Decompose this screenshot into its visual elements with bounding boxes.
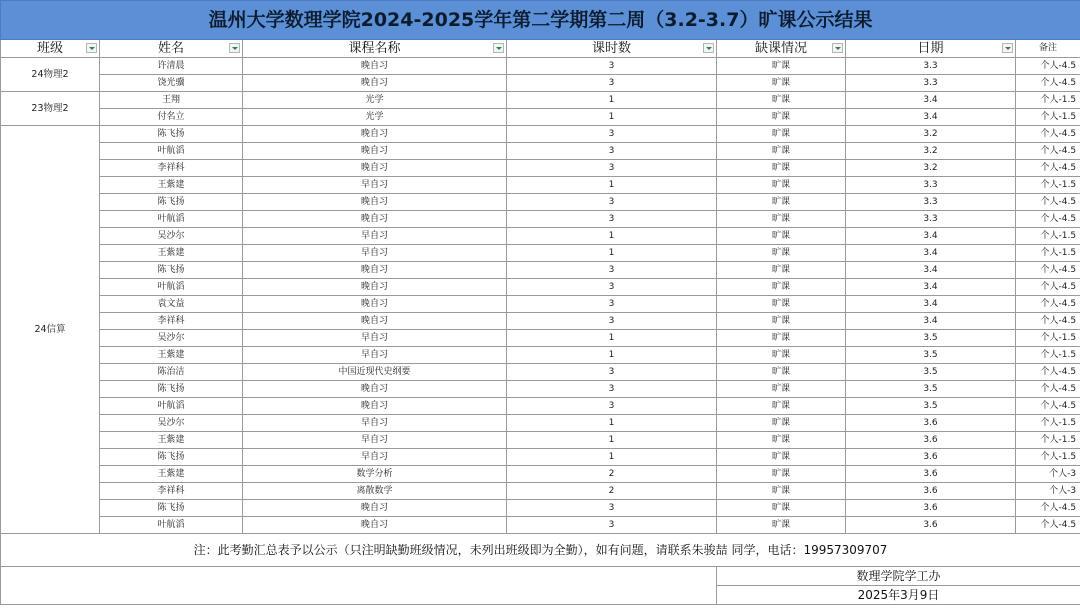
hours-cell[interactable]: 1 — [507, 415, 717, 432]
name-cell[interactable]: 许清晨 — [100, 58, 243, 75]
course-cell[interactable]: 早自习 — [243, 228, 507, 245]
status-cell[interactable]: 旷课 — [717, 466, 846, 483]
memo-cell[interactable]: 个人-4.5 — [1016, 364, 1080, 381]
date-cell[interactable]: 3.6 — [846, 483, 1016, 500]
hours-cell[interactable]: 3 — [507, 58, 717, 75]
date-cell[interactable]: 3.4 — [846, 92, 1016, 109]
sheet-title: 温州大学数理学院2024-2025学年第二学期第二周（3.2-3.7）旷课公示结果 — [1, 1, 1080, 40]
memo-cell[interactable]: 个人-1.5 — [1016, 432, 1080, 449]
course-cell[interactable]: 早自习 — [243, 245, 507, 262]
date-cell[interactable]: 3.5 — [846, 347, 1016, 364]
table-row — [1, 330, 1080, 347]
status-cell[interactable]: 旷课 — [717, 143, 846, 160]
hours-cell[interactable]: 3 — [507, 160, 717, 177]
date-cell[interactable]: 3.4 — [846, 245, 1016, 262]
course-cell[interactable]: 晚自习 — [243, 517, 507, 534]
memo-cell[interactable]: 个人-1.5 — [1016, 347, 1080, 364]
course-cell[interactable]: 晚自习 — [243, 75, 507, 92]
memo-cell[interactable]: 个人-1.5 — [1016, 449, 1080, 466]
course-cell[interactable]: 晚自习 — [243, 398, 507, 415]
header-memo-label: 备注 — [1039, 43, 1058, 53]
memo-cell[interactable]: 个人-4.5 — [1016, 58, 1080, 75]
name-cell[interactable]: 付名立 — [100, 109, 243, 126]
table-row — [1, 483, 1080, 500]
course-cell[interactable]: 光学 — [243, 109, 507, 126]
hours-cell[interactable]: 1 — [507, 228, 717, 245]
name-cell[interactable]: 吴沙尔 — [100, 228, 243, 245]
status-cell[interactable]: 旷课 — [717, 449, 846, 466]
name-cell[interactable]: 王紫建 — [100, 347, 243, 364]
table-row — [1, 92, 1080, 109]
status-cell[interactable]: 旷课 — [717, 398, 846, 415]
name-cell[interactable]: 陈飞扬 — [100, 126, 243, 143]
name-cell[interactable]: 饶光骥 — [100, 75, 243, 92]
date-cell[interactable]: 3.3 — [846, 75, 1016, 92]
status-cell[interactable]: 旷课 — [717, 75, 846, 92]
hours-cell[interactable]: 1 — [507, 330, 717, 347]
date-cell[interactable]: 3.5 — [846, 398, 1016, 415]
date-cell[interactable]: 3.5 — [846, 330, 1016, 347]
memo-cell[interactable]: 个人-4.5 — [1016, 126, 1080, 143]
hours-cell[interactable]: 1 — [507, 109, 717, 126]
course-cell[interactable]: 晚自习 — [243, 194, 507, 211]
hours-cell[interactable]: 3 — [507, 279, 717, 296]
memo-cell[interactable]: 个人-1.5 — [1016, 109, 1080, 126]
date-cell[interactable]: 3.4 — [846, 262, 1016, 279]
date-cell[interactable]: 3.3 — [846, 58, 1016, 75]
table-row — [1, 449, 1080, 466]
office-name: 数理学院学工办 — [717, 567, 1080, 586]
name-cell[interactable]: 王紫建 — [100, 177, 243, 194]
course-cell[interactable]: 晚自习 — [243, 58, 507, 75]
course-cell[interactable]: 早自习 — [243, 177, 507, 194]
course-cell[interactable]: 早自习 — [243, 347, 507, 364]
course-cell[interactable]: 光学 — [243, 92, 507, 109]
name-cell[interactable]: 叶航滔 — [100, 517, 243, 534]
name-cell[interactable]: 陈飞扬 — [100, 449, 243, 466]
table-row — [1, 296, 1080, 313]
memo-cell[interactable]: 个人-4.5 — [1016, 381, 1080, 398]
name-cell[interactable]: 叶航滔 — [100, 398, 243, 415]
status-cell[interactable]: 旷课 — [717, 483, 846, 500]
hours-cell[interactable]: 3 — [507, 126, 717, 143]
course-cell[interactable]: 晚自习 — [243, 381, 507, 398]
header-course[interactable] — [243, 40, 507, 58]
name-cell[interactable]: 陈飞扬 — [100, 262, 243, 279]
table-row — [1, 228, 1080, 245]
status-cell[interactable]: 旷课 — [717, 432, 846, 449]
date-cell[interactable]: 3.6 — [846, 517, 1016, 534]
hours-cell[interactable]: 1 — [507, 432, 717, 449]
course-cell[interactable]: 晚自习 — [243, 126, 507, 143]
date-cell[interactable]: 3.2 — [846, 160, 1016, 177]
table-row — [1, 500, 1080, 517]
status-cell[interactable]: 旷课 — [717, 381, 846, 398]
table-row — [1, 364, 1080, 381]
filter-dropdown-icon[interactable] — [86, 43, 97, 53]
status-cell[interactable]: 旷课 — [717, 262, 846, 279]
date-cell[interactable]: 3.6 — [846, 449, 1016, 466]
memo-cell[interactable]: 个人-4.5 — [1016, 296, 1080, 313]
status-cell[interactable]: 旷课 — [717, 330, 846, 347]
course-cell[interactable]: 早自习 — [243, 432, 507, 449]
hours-cell[interactable]: 1 — [507, 449, 717, 466]
memo-cell[interactable]: 个人-4.5 — [1016, 500, 1080, 517]
hours-cell[interactable]: 3 — [507, 75, 717, 92]
memo-cell[interactable]: 个人-3 — [1016, 466, 1080, 483]
date-cell[interactable]: 3.6 — [846, 500, 1016, 517]
status-cell[interactable]: 旷课 — [717, 415, 846, 432]
title-row — [1, 1, 1080, 40]
memo-cell[interactable]: 个人-1.5 — [1016, 245, 1080, 262]
hours-cell[interactable]: 3 — [507, 143, 717, 160]
hours-cell[interactable]: 3 — [507, 262, 717, 279]
filter-dropdown-icon[interactable] — [229, 43, 240, 53]
memo-cell[interactable]: 个人-4.5 — [1016, 517, 1080, 534]
status-cell[interactable]: 旷课 — [717, 313, 846, 330]
header-name-label: 姓名 — [157, 41, 184, 56]
memo-cell[interactable]: 个人-3 — [1016, 483, 1080, 500]
course-cell[interactable]: 晚自习 — [243, 500, 507, 517]
office-row — [1, 567, 1080, 586]
status-cell[interactable]: 旷课 — [717, 160, 846, 177]
name-cell[interactable]: 王紫建 — [100, 432, 243, 449]
status-cell[interactable]: 旷课 — [717, 347, 846, 364]
status-cell[interactable]: 旷课 — [717, 109, 846, 126]
name-cell[interactable]: 陈治洁 — [100, 364, 243, 381]
table-row — [1, 381, 1080, 398]
table-row — [1, 194, 1080, 211]
date-cell[interactable]: 3.4 — [846, 279, 1016, 296]
table-row — [1, 160, 1080, 177]
note-row — [1, 534, 1080, 567]
memo-cell[interactable]: 个人-1.5 — [1016, 415, 1080, 432]
course-cell[interactable]: 晚自习 — [243, 296, 507, 313]
table-row — [1, 143, 1080, 160]
header-memo[interactable] — [1016, 40, 1080, 58]
table-row — [1, 58, 1080, 75]
hours-cell[interactable]: 2 — [507, 466, 717, 483]
header-status-label: 缺课情况 — [754, 41, 807, 56]
name-cell[interactable]: 吴沙尔 — [100, 330, 243, 347]
hours-cell[interactable]: 1 — [507, 245, 717, 262]
status-cell[interactable]: 旷课 — [717, 126, 846, 143]
blank-cell — [1, 567, 717, 605]
date-cell[interactable]: 3.4 — [846, 109, 1016, 126]
course-cell[interactable]: 数学分析 — [243, 466, 507, 483]
memo-cell[interactable]: 个人-4.5 — [1016, 143, 1080, 160]
table-row — [1, 415, 1080, 432]
status-cell[interactable]: 旷课 — [717, 228, 846, 245]
name-cell[interactable]: 李祥科 — [100, 483, 243, 500]
name-cell[interactable]: 陈飞扬 — [100, 500, 243, 517]
header-date[interactable] — [846, 40, 1016, 58]
header-name[interactable] — [100, 40, 243, 58]
header-class[interactable] — [1, 40, 100, 58]
table-row — [1, 398, 1080, 415]
memo-cell[interactable]: 个人-4.5 — [1016, 262, 1080, 279]
hours-cell[interactable]: 3 — [507, 211, 717, 228]
name-cell[interactable]: 王紫建 — [100, 466, 243, 483]
table-row — [1, 126, 1080, 143]
table-row — [1, 75, 1080, 92]
course-cell[interactable]: 晚自习 — [243, 143, 507, 160]
table-row — [1, 245, 1080, 262]
status-cell[interactable]: 旷课 — [717, 58, 846, 75]
table-row — [1, 466, 1080, 483]
date-cell[interactable]: 3.6 — [846, 415, 1016, 432]
status-cell[interactable]: 旷课 — [717, 177, 846, 194]
name-cell[interactable]: 叶航滔 — [100, 279, 243, 296]
notice-text: 注：此考勤汇总表予以公示（只注明缺勤班级情况，未列出班级即为全勤），如有问题，请联系朱骏喆 同学，电话：19957309707 — [1, 534, 1080, 567]
memo-cell[interactable]: 个人-4.5 — [1016, 75, 1080, 92]
filter-dropdown-icon[interactable] — [493, 43, 504, 53]
hours-cell[interactable]: 3 — [507, 313, 717, 330]
header-class-label: 班级 — [36, 41, 63, 56]
memo-cell[interactable]: 个人-4.5 — [1016, 313, 1080, 330]
hours-cell[interactable]: 1 — [507, 92, 717, 109]
hours-cell[interactable]: 1 — [507, 347, 717, 364]
course-cell[interactable]: 晚自习 — [243, 160, 507, 177]
status-cell[interactable]: 旷课 — [717, 364, 846, 381]
status-cell[interactable]: 旷课 — [717, 296, 846, 313]
table-row — [1, 262, 1080, 279]
name-cell[interactable]: 王紫建 — [100, 245, 243, 262]
name-cell[interactable]: 袁文益 — [100, 296, 243, 313]
table-row — [1, 279, 1080, 296]
class-cell[interactable]: 24物理2 — [1, 58, 100, 92]
memo-cell[interactable]: 个人-4.5 — [1016, 194, 1080, 211]
hours-cell[interactable]: 3 — [507, 364, 717, 381]
status-cell[interactable]: 旷课 — [717, 211, 846, 228]
header-course-label: 课程名称 — [348, 41, 401, 56]
sign-date: 2025年3月9日 — [717, 586, 1080, 605]
status-cell[interactable]: 旷课 — [717, 279, 846, 296]
name-cell[interactable]: 吴沙尔 — [100, 415, 243, 432]
class-cell[interactable]: 24信算 — [1, 126, 100, 534]
memo-cell[interactable]: 个人-4.5 — [1016, 160, 1080, 177]
header-hours-label: 课时数 — [591, 41, 631, 56]
header-hours[interactable] — [507, 40, 717, 58]
memo-cell[interactable]: 个人-4.5 — [1016, 279, 1080, 296]
status-cell[interactable]: 旷课 — [717, 92, 846, 109]
course-cell[interactable]: 晚自习 — [243, 211, 507, 228]
status-cell[interactable]: 旷课 — [717, 245, 846, 262]
name-cell[interactable]: 王翔 — [100, 92, 243, 109]
status-cell[interactable]: 旷课 — [717, 500, 846, 517]
date-cell[interactable]: 3.3 — [846, 211, 1016, 228]
hours-cell[interactable]: 2 — [507, 483, 717, 500]
table-row — [1, 177, 1080, 194]
memo-cell[interactable]: 个人-4.5 — [1016, 211, 1080, 228]
course-cell[interactable]: 晚自习 — [243, 313, 507, 330]
name-cell[interactable]: 李祥科 — [100, 160, 243, 177]
hours-cell[interactable]: 3 — [507, 398, 717, 415]
date-cell[interactable]: 3.2 — [846, 126, 1016, 143]
memo-cell[interactable]: 个人-1.5 — [1016, 330, 1080, 347]
date-cell[interactable]: 3.3 — [846, 194, 1016, 211]
status-cell[interactable]: 旷课 — [717, 194, 846, 211]
hours-cell[interactable]: 3 — [507, 296, 717, 313]
date-cell[interactable]: 3.5 — [846, 364, 1016, 381]
course-cell[interactable]: 晚自习 — [243, 279, 507, 296]
memo-cell[interactable]: 个人-4.5 — [1016, 398, 1080, 415]
class-cell[interactable]: 23物理2 — [1, 92, 100, 126]
table-row — [1, 347, 1080, 364]
date-cell[interactable]: 3.6 — [846, 432, 1016, 449]
date-cell[interactable]: 3.5 — [846, 381, 1016, 398]
table-row — [1, 313, 1080, 330]
filter-dropdown-icon[interactable] — [703, 43, 714, 53]
table-row — [1, 432, 1080, 449]
table-row — [1, 517, 1080, 534]
date-cell[interactable]: 3.4 — [846, 296, 1016, 313]
course-cell[interactable]: 早自习 — [243, 415, 507, 432]
table-row — [1, 211, 1080, 228]
name-cell[interactable]: 陈飞扬 — [100, 194, 243, 211]
memo-cell[interactable]: 个人-1.5 — [1016, 92, 1080, 109]
course-cell[interactable]: 离散数学 — [243, 483, 507, 500]
hours-cell[interactable]: 3 — [507, 194, 717, 211]
course-cell[interactable]: 中国近现代史纲要 — [243, 364, 507, 381]
memo-cell[interactable]: 个人-1.5 — [1016, 177, 1080, 194]
header-row — [1, 40, 1080, 58]
hours-cell[interactable]: 1 — [507, 177, 717, 194]
name-cell[interactable]: 叶航滔 — [100, 211, 243, 228]
header-status[interactable] — [717, 40, 846, 58]
header-date-label: 日期 — [917, 41, 944, 56]
course-cell[interactable]: 晚自习 — [243, 262, 507, 279]
course-cell[interactable]: 早自习 — [243, 449, 507, 466]
name-cell[interactable]: 陈飞扬 — [100, 381, 243, 398]
memo-cell[interactable]: 个人-1.5 — [1016, 228, 1080, 245]
hours-cell[interactable]: 3 — [507, 381, 717, 398]
hours-cell[interactable]: 3 — [507, 500, 717, 517]
filter-dropdown-icon[interactable] — [832, 43, 843, 53]
date-cell[interactable]: 3.4 — [846, 228, 1016, 245]
status-cell[interactable]: 旷课 — [717, 517, 846, 534]
hours-cell[interactable]: 3 — [507, 517, 717, 534]
date-cell[interactable]: 3.2 — [846, 143, 1016, 160]
table-row — [1, 109, 1080, 126]
date-cell[interactable]: 3.6 — [846, 466, 1016, 483]
name-cell[interactable]: 叶航滔 — [100, 143, 243, 160]
filter-dropdown-icon[interactable] — [1002, 43, 1013, 53]
name-cell[interactable]: 李祥科 — [100, 313, 243, 330]
date-cell[interactable]: 3.4 — [846, 313, 1016, 330]
course-cell[interactable]: 早自习 — [243, 330, 507, 347]
date-cell[interactable]: 3.3 — [846, 177, 1016, 194]
